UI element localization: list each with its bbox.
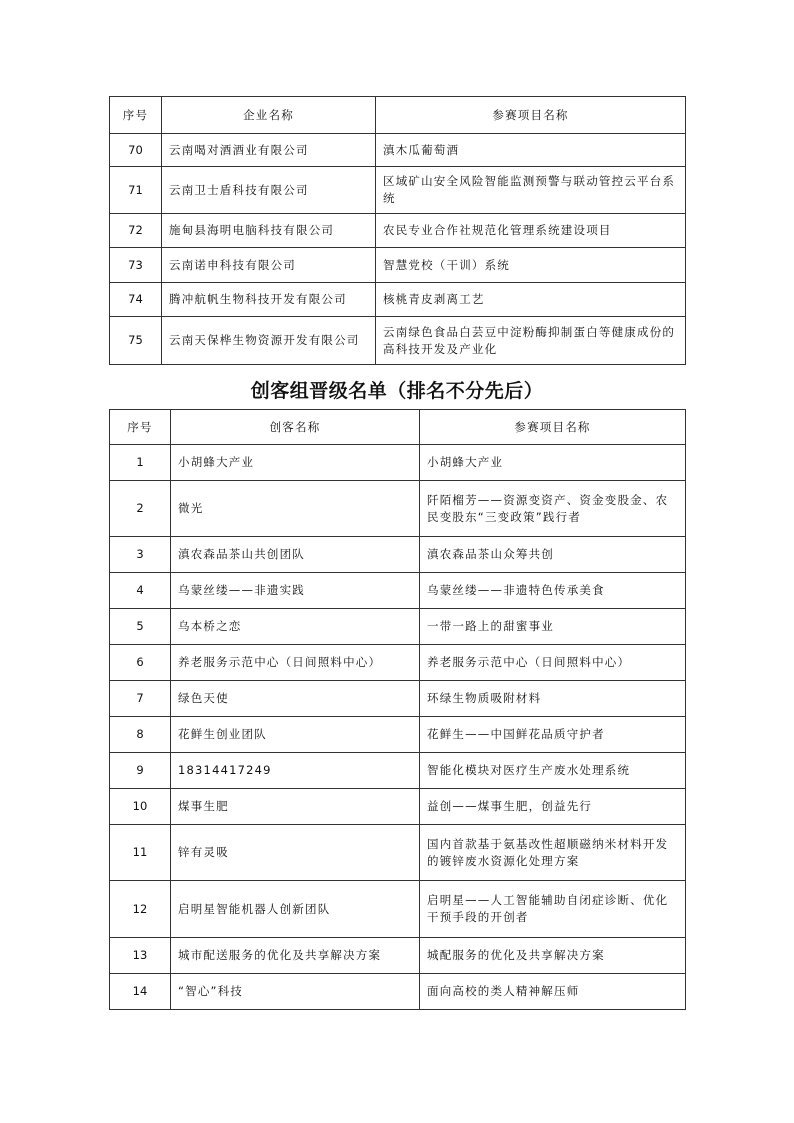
maker-name: 乌蒙丝缕——非遗实践 [171, 573, 420, 609]
enterprise-table [109, 96, 686, 365]
row-index: 14 [110, 974, 171, 1010]
project-name: 区域矿山安全风险智能监测预警与联动管控云平台系统 [376, 167, 686, 214]
row-index: 74 [110, 283, 162, 317]
header-index: 序号 [110, 410, 171, 445]
maker-name: 滇农森品茶山共创团队 [171, 537, 420, 573]
row-index: 70 [110, 134, 162, 167]
table-row [110, 681, 686, 717]
row-index: 11 [110, 825, 171, 881]
project-name: 环绿生物质吸附材料 [420, 681, 686, 717]
row-index: 4 [110, 573, 171, 609]
row-index: 13 [110, 938, 171, 974]
row-index: 73 [110, 248, 162, 283]
row-index: 75 [110, 317, 162, 365]
section-title: 创客组晋级名单（排名不分先后） [250, 380, 544, 402]
project-name: 益创——煤事生肥，创益先行 [420, 789, 686, 825]
project-name: 乌蒙丝缕——非遗特色传承美食 [420, 573, 686, 609]
table-row [110, 938, 686, 974]
project-name: 云南绿色食品白芸豆中淀粉酶抑制蛋白等健康成份的高科技开发及产业化 [376, 317, 686, 365]
maker-name: “智心”科技 [171, 974, 420, 1010]
company-name: 施甸县海明电脑科技有限公司 [162, 214, 376, 248]
maker-name: 启明星智能机器人创新团队 [171, 881, 420, 938]
table-row [110, 134, 686, 167]
project-name: 滇木瓜葡萄酒 [376, 134, 686, 167]
table-row [110, 881, 686, 938]
project-name: 养老服务示范中心（日间照料中心） [420, 645, 686, 681]
row-index: 10 [110, 789, 171, 825]
table-row [110, 248, 686, 283]
project-name: 核桃青皮剥离工艺 [376, 283, 686, 317]
row-index: 8 [110, 717, 171, 753]
maker-name: 18314417249 [171, 753, 420, 789]
project-name: 国内首款基于氨基改性超顺磁纳米材料开发的镀锌废水资源化处理方案 [420, 825, 686, 881]
maker-name: 锌有灵吸 [171, 825, 420, 881]
project-name: 小胡蜂大产业 [420, 445, 686, 481]
header-project-name: 参赛项目名称 [376, 97, 686, 134]
project-name: 一带一路上的甜蜜事业 [420, 609, 686, 645]
table-row [110, 481, 686, 537]
project-name: 阡陌榴芳——资源变资产、资金变股金、农民变股东“三变政策”践行者 [420, 481, 686, 537]
maker-name: 乌本桥之恋 [171, 609, 420, 645]
row-index: 9 [110, 753, 171, 789]
table-row [110, 645, 686, 681]
row-index: 6 [110, 645, 171, 681]
table-row [110, 573, 686, 609]
table-row [110, 445, 686, 481]
project-name: 城配服务的优化及共享解决方案 [420, 938, 686, 974]
table-row [110, 214, 686, 248]
row-index: 12 [110, 881, 171, 938]
company-name: 腾冲航帆生物科技开发有限公司 [162, 283, 376, 317]
company-name: 云南卫士盾科技有限公司 [162, 167, 376, 214]
maker-name: 小胡蜂大产业 [171, 445, 420, 481]
project-name: 滇农森品茶山众筹共创 [420, 537, 686, 573]
table-row [110, 283, 686, 317]
company-name: 云南喝对酒酒业有限公司 [162, 134, 376, 167]
project-name: 智能化模块对医疗生产废水处理系统 [420, 753, 686, 789]
header-index: 序号 [110, 97, 162, 134]
table-header-row [110, 97, 686, 134]
maker-name: 花鲜生创业团队 [171, 717, 420, 753]
row-index: 7 [110, 681, 171, 717]
maker-name: 煤事生肥 [171, 789, 420, 825]
row-index: 1 [110, 445, 171, 481]
row-index: 3 [110, 537, 171, 573]
row-index: 5 [110, 609, 171, 645]
table-row [110, 789, 686, 825]
table-row [110, 974, 686, 1010]
project-name: 花鲜生——中国鲜花品质守护者 [420, 717, 686, 753]
header-company-name: 企业名称 [162, 97, 376, 134]
table-row [110, 717, 686, 753]
maker-name: 养老服务示范中心（日间照料中心） [171, 645, 420, 681]
table-row [110, 609, 686, 645]
table-row [110, 825, 686, 881]
maker-table [109, 409, 686, 1010]
company-name: 云南天保桦生物资源开发有限公司 [162, 317, 376, 365]
row-index: 72 [110, 214, 162, 248]
project-name: 启明星——人工智能辅助自闭症诊断、优化干预手段的开创者 [420, 881, 686, 938]
table-header-row [110, 410, 686, 445]
table-row [110, 167, 686, 214]
project-name: 农民专业合作社规范化管理系统建设项目 [376, 214, 686, 248]
company-name: 云南诺申科技有限公司 [162, 248, 376, 283]
header-maker-name: 创客名称 [171, 410, 420, 445]
maker-name: 绿色天使 [171, 681, 420, 717]
table-row [110, 537, 686, 573]
project-name: 面向高校的类人精神解压师 [420, 974, 686, 1010]
maker-name: 城市配送服务的优化及共享解决方案 [171, 938, 420, 974]
table-row [110, 317, 686, 365]
header-project-name: 参赛项目名称 [420, 410, 686, 445]
project-name: 智慧党校（干训）系统 [376, 248, 686, 283]
maker-name: 微光 [171, 481, 420, 537]
table-row [110, 753, 686, 789]
row-index: 2 [110, 481, 171, 537]
row-index: 71 [110, 167, 162, 214]
